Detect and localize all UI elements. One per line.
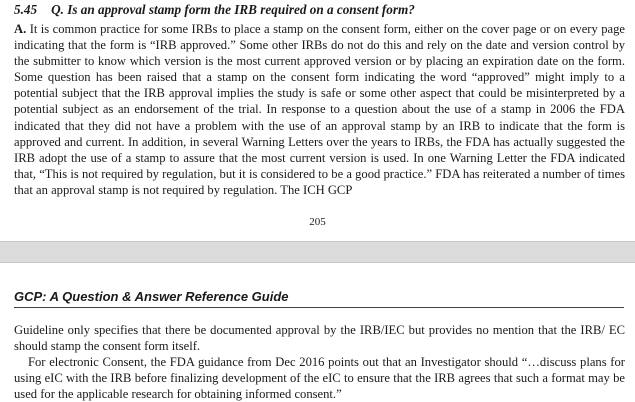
question-heading (14, 1, 624, 19)
paragraph-guideline: Guideline only specifies that there be documented approval by the IRB/IEC but provides no mention that the IRB/ EC should stamp the consent form itself. (14, 323, 625, 354)
bottom-page (0, 263, 635, 400)
answer-text: It is common practice for some IRBs to place a stamp on the consent form, either on the cover page or on every page indicating that the form is “IRB approved.” Some other IRBs do not do this and rely on the date and version control by the submitter to know which version is the most current approved version or by placing an expiration date on the form. Some question has been raised that a stamp on the consent form indicating the word “approved” might imply to a potential subject that the IRB approval implies the study is safe or some other aspect that could be misinterpreted by a potential subject as an endorsement of the trial. In response to a question about the use of a stamp in 2006 the FDA indicated that they did not have a problem with the use of an approval stamp by an IRB to indicate that the form is approved and current. In addition, in several Warning Letters over the years to IRBs, the FDA has actually suggested the IRB adopt the use of a stamp to assure that the most current version is used. In one Warning Letter the FDA indicated that, “This is not required by regulation, but it is considered to be a good practice.” FDA has reiterated a number of times that an approval stamp is not required by regulation. The ICH GCP (14, 22, 625, 197)
paragraph-electronic-consent: For electronic Consent, the FDA guidance from Dec 2016 points out that an Investigator should “…discuss plans for using eIC with the IRB before finalizing development of the eIC to ensure that the IRB agrees that such a format may be used for the applicable research for obtaining informed consent.” (14, 355, 625, 402)
answer-paragraph (14, 21, 625, 198)
page-number: 205 (309, 216, 326, 228)
question-text: Q. Is an approval stamp form the IRB required on a consent form? (51, 2, 415, 17)
running-head: GCP: A Question & Answer Reference Guide (14, 289, 624, 308)
question-number: 5.45 (14, 2, 38, 17)
continued-text (14, 322, 625, 402)
page-separator (0, 241, 635, 263)
answer-lead: A. (14, 22, 27, 36)
